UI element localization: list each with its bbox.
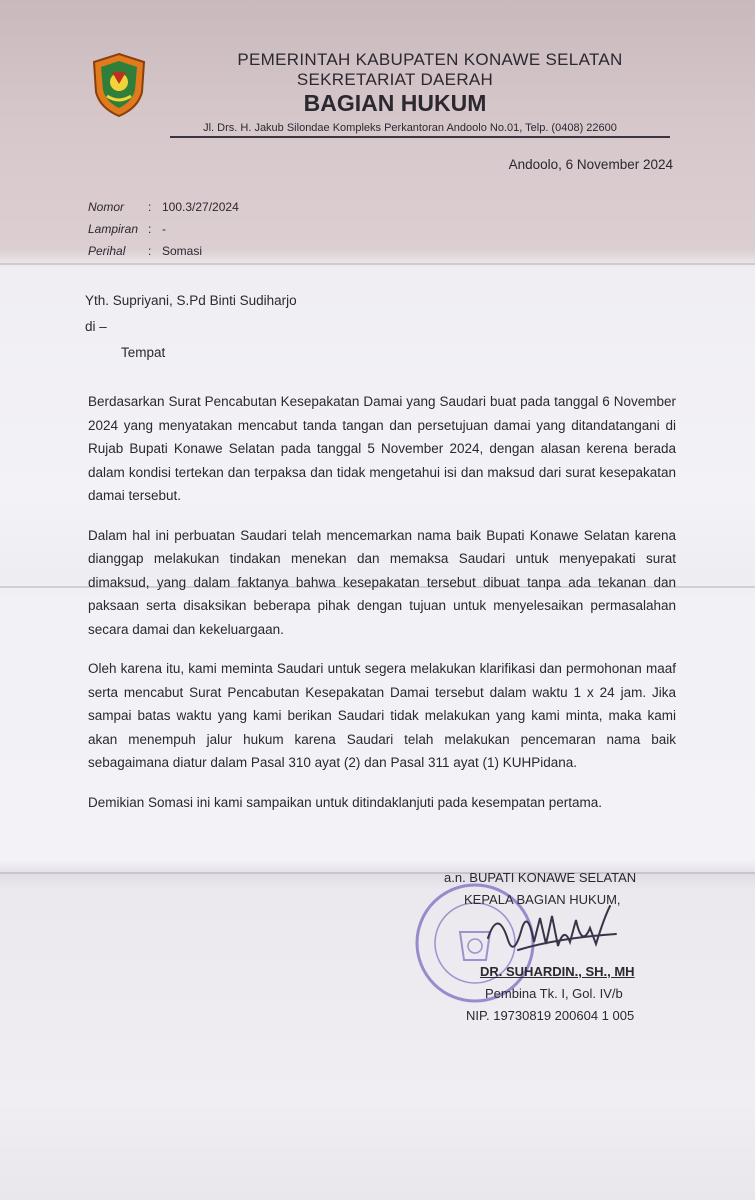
- body-paragraph: Oleh karena itu, kami meminta Saudari untuk segera melakukan klarifikasi dan permohonan maaf serta mencabut Surat Pencabutan Kesepakatan Damai tersebut dalam waktu 1 x 24 jam. Jika sampai batas waktu yang kami berikan Saudari tidak melakukan yang kami minta, maka kami akan menempuh jalur hukum karena Saudari telah melakukan pencemaran nama baik sebagaimana diatur dalam Pasal 310 ayat (2) dan Pasal 311 ayat (1) KUHPidana.: [88, 661, 676, 770]
- letterhead-line2: SEKRETARIAT DAERAH: [296, 70, 494, 89]
- paper-fold: [0, 872, 755, 874]
- letter-date: Andoolo, 6 November 2024: [508, 157, 673, 172]
- body-paragraph: Dalam hal ini perbuatan Saudari telah mencemarkan nama baik Bupati Konawe Selatan karena dianggap melakukan tindakan menekan dan memaksa Saudari untuk menyepakati surat dimaksud, yang dalam faktanya bahwa kesepakatan tersebut dibuat tanpa ada tekanan dan paksaan serta disaksikan beberapa pihak dengan tujuan untuk menyelesaikan permasalahan secara damai dan kekeluargaan.: [88, 527, 676, 637]
- addressee-place: Tempat: [121, 345, 166, 360]
- letterhead-address: Jl. Drs. H. Jakub Silondae Kompleks Perkantoran Andoolo No.01, Telp. (0408) 22600: [203, 122, 617, 134]
- meta-row: [88, 240, 239, 262]
- letterhead: [160, 50, 700, 136]
- signature-position: KEPALA BAGIAN HUKUM,: [464, 892, 621, 907]
- meta-label: Nomor: [88, 200, 125, 214]
- addressee-di: di –: [85, 319, 107, 334]
- letterhead-line1: PEMERINTAH KABUPATEN KONAWE SELATAN: [237, 50, 623, 69]
- meta-label: Perihal: [88, 244, 126, 258]
- body-paragraph: Berdasarkan Surat Pencabutan Kesepakatan Damai yang Saudari buat pada tanggal 6 November 2024 yang menyatakan mencabut tanda tangan dan persetujuan damai yang ditandatangani di Rujab Bupati Konawe Selatan pada tanggal 5 November 2024, dengan alasan kerena berada dalam kondisi tertekan dan terpaksa dan tidak mengetahui isi dan maksud dari surat kesepakatan damai tersebut.: [88, 394, 676, 503]
- addressee-name: Yth. Supriyani, S.Pd Binti Sudiharjo: [85, 293, 297, 308]
- signatory-name: DR. SUHARDIN., SH., MH: [480, 964, 635, 979]
- paper-fold: [0, 263, 755, 265]
- meta-sep: :: [148, 222, 152, 236]
- meta-label: Lampiran: [88, 222, 139, 236]
- meta-sep: :: [148, 244, 152, 258]
- body-paragraph: Demikian Somasi ini kami sampaikan untuk ditindaklanjuti pada kesempatan pertama.: [88, 794, 603, 810]
- meta-row: [88, 196, 239, 218]
- letter-meta: [88, 196, 239, 262]
- meta-value: -: [162, 222, 166, 236]
- addressee: [85, 288, 297, 366]
- signature-block: [440, 867, 636, 1027]
- meta-sep: :: [148, 200, 152, 214]
- signature-on-behalf: a.n. BUPATI KONAWE SELATAN: [444, 870, 637, 885]
- letter-body: [88, 390, 676, 830]
- meta-value: Somasi: [162, 244, 203, 258]
- letterhead-rule: [170, 136, 670, 138]
- signatory-nip: NIP. 19730819 200604 1 005: [466, 1008, 635, 1023]
- letterhead-line3: BAGIAN HUKUM: [303, 90, 487, 116]
- signatory-rank: Pembina Tk. I, Gol. IV/b: [485, 986, 623, 1001]
- meta-value: 100.3/27/2024: [162, 200, 239, 214]
- meta-row: [88, 218, 239, 240]
